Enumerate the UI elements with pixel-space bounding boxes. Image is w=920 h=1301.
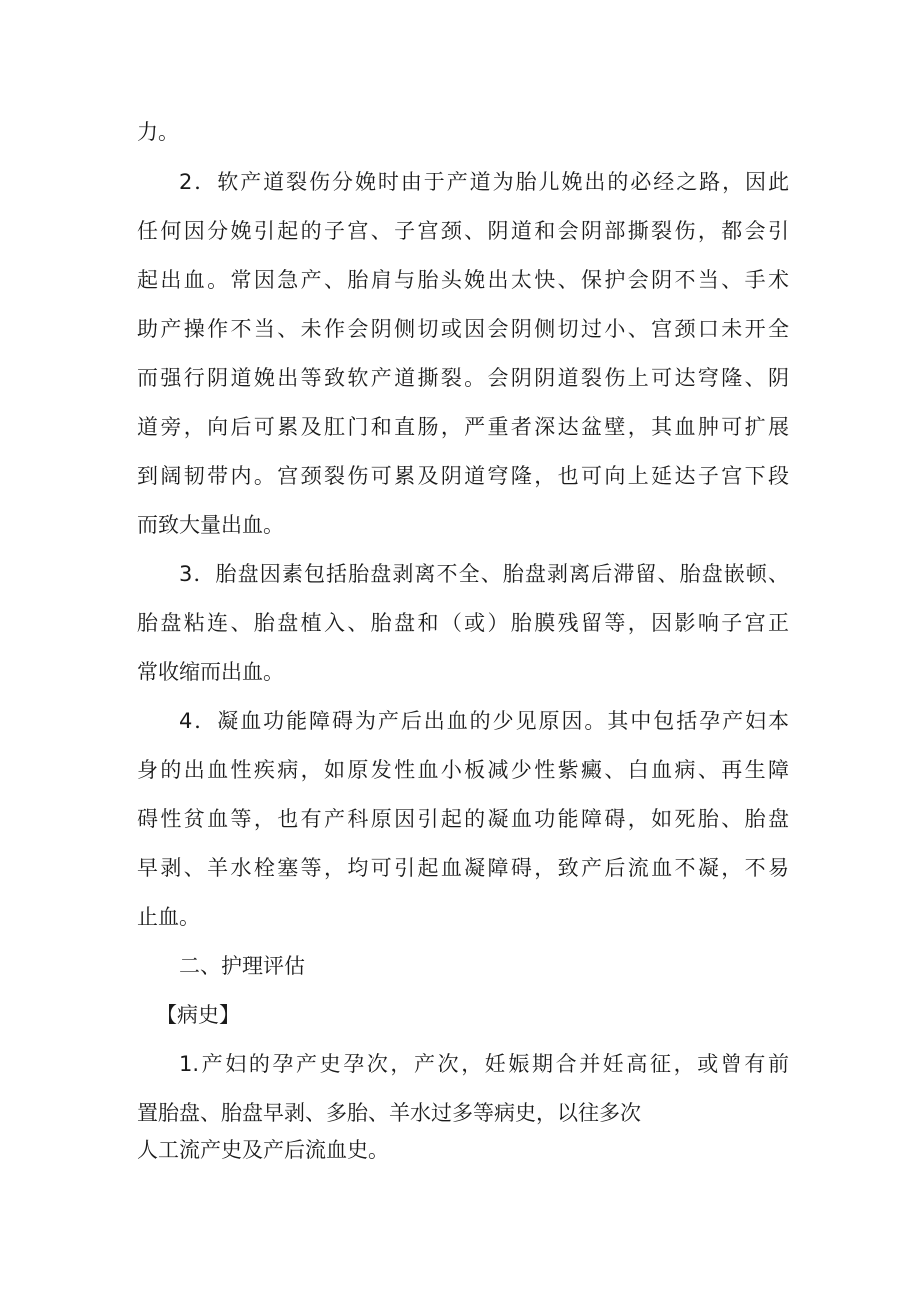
paragraph-2-line: 而强行阴道娩出等致软产道撕裂。会阴阴道裂伤上可达穹隆、阴 — [137, 366, 789, 390]
text-line: 力。 — [137, 120, 179, 144]
subsection-heading: 【病史】 — [156, 1003, 240, 1027]
paragraph-2-line: 道旁，向后可累及肛门和直肠，严重者深达盆壁，其血肿可扩展 — [137, 415, 789, 439]
paragraph-3-line: 常收缩而出血。 — [137, 660, 284, 684]
paragraph-4-line: 早剥、羊水栓塞等，均可引起血凝障碍，致产后流血不凝，不易 — [137, 856, 789, 880]
paragraph-3-line: 3．胎盘因素包括胎盘剥离不全、胎盘剥离后滞留、胎盘嵌顿、 — [179, 562, 789, 586]
paragraph-2-line: 起出血。常因急产、胎肩与胎头娩出太快、保护会阴不当、手术 — [137, 268, 789, 292]
section-heading: 二、护理评估 — [179, 954, 305, 978]
paragraph-4-line: 止血。 — [137, 905, 200, 929]
paragraph-history-line: 人工流产史及产后流血史。 — [137, 1138, 389, 1162]
paragraph-2-line: 任何因分娩引起的子宫、子宫颈、阴道和会阴部撕裂伤，都会引 — [137, 219, 789, 243]
paragraph-2-line: 而致大量出血。 — [137, 513, 284, 537]
paragraph-2-line: 2．软产道裂伤分娩时由于产道为胎儿娩出的必经之路，因此 — [179, 170, 789, 194]
paragraph-4-line: 4．凝血功能障碍为产后出血的少见原因。其中包括孕产妇本 — [179, 709, 789, 733]
paragraph-2-line: 助产操作不当、未作会阴侧切或因会阴侧切过小、宫颈口未开全 — [137, 317, 789, 341]
paragraph-history-line: 置胎盘、胎盘早剥、多胎、羊水过多等病史，以往多次 — [137, 1101, 641, 1125]
paragraph-history-line: 1.产妇的孕产史孕次，产次，妊娠期合并妊高征，或曾有前 — [179, 1052, 789, 1076]
paragraph-3-line: 胎盘粘连、胎盘植入、胎盘和（或）胎膜残留等，因影响子宫正 — [137, 611, 789, 635]
paragraph-2-line: 到阔韧带内。宫颈裂伤可累及阴道穹隆，也可向上延达子宫下段 — [137, 464, 789, 488]
paragraph-4-line: 碍性贫血等，也有产科原因引起的凝血功能障碍，如死胎、胎盘 — [137, 807, 789, 831]
paragraph-4-line: 身的出血性疾病，如原发性血小板减少性紫癜、白血病、再生障 — [137, 758, 789, 782]
